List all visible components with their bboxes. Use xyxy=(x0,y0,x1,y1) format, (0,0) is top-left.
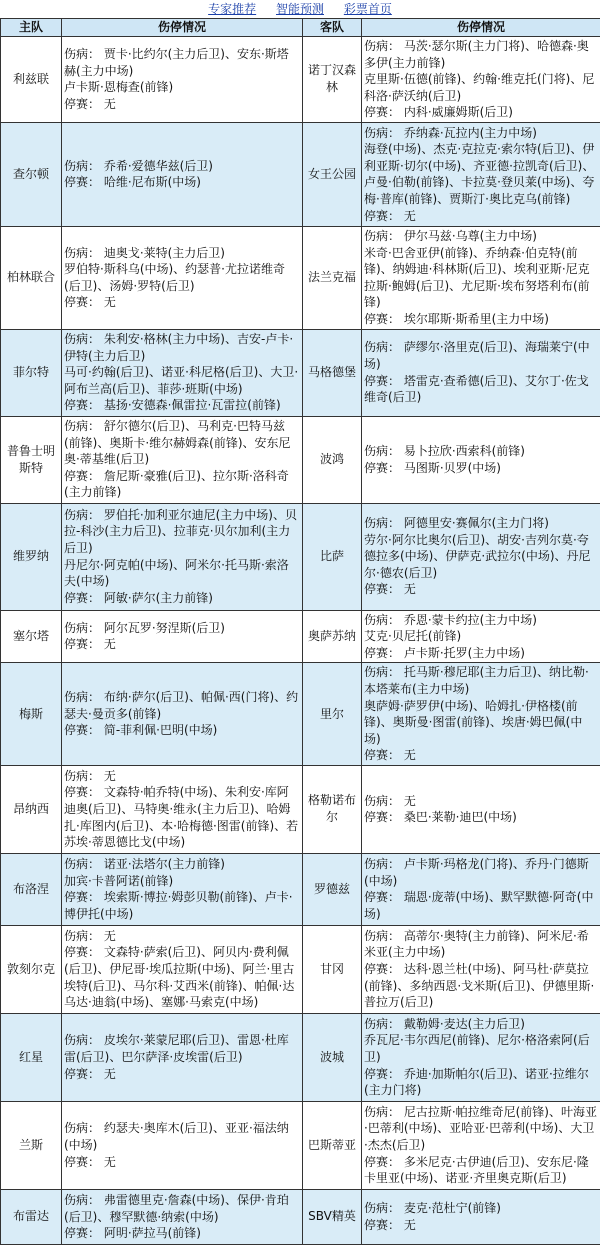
away-team: 巴斯蒂亚 xyxy=(303,1101,362,1189)
injury-line: 停赛： 埃尔耶斯·斯希里(主力中场) xyxy=(364,311,598,328)
away-injury-cell xyxy=(362,37,600,123)
injury-line: 伤病： 马茨·瑟尔斯(主力门将)、哈德森·奥多伊(主力前锋) xyxy=(364,38,598,71)
injury-line: 伤病： 阿尔瓦罗·努涅斯(后卫) xyxy=(64,620,300,637)
injury-line: 伤病： 无 xyxy=(64,928,300,945)
injury-line: 艾克·贝尼托(前锋) xyxy=(364,628,598,645)
home-team: 布雷达 xyxy=(1,1189,62,1244)
away-team: 马格德堡 xyxy=(303,329,362,416)
injury-line: 伤病： 无 xyxy=(64,768,300,785)
injury-line: 伤病： 托马斯·穆尼耶(主力后卫)、纳比勒·本塔莱布(主力中场) xyxy=(364,664,598,697)
injury-line: 伤病： 无 xyxy=(364,793,598,810)
table-row xyxy=(1,765,600,853)
table-row xyxy=(1,1101,600,1189)
away-team: SBV精英 xyxy=(303,1189,362,1244)
injury-line: 停赛： 无 xyxy=(64,96,300,113)
header-home-injury: 伤停情况 xyxy=(62,19,303,37)
home-team: 利兹联 xyxy=(1,37,62,123)
injury-line: 停赛： 内科·威廉姆斯(后卫) xyxy=(364,104,598,121)
away-injury-cell xyxy=(362,663,600,766)
home-injury-cell xyxy=(62,663,303,766)
injury-line: 劳尔·阿尔比奥尔(后卫)、胡安·吉列尔莫·夸德拉多(中场)、伊萨克·武拉尔(中场)、丹尼尔·德农(后卫) xyxy=(364,532,598,582)
away-injury-cell xyxy=(362,329,600,416)
home-team: 敦刻尔克 xyxy=(1,925,62,1013)
home-injury-cell xyxy=(62,765,303,853)
injury-line: 伤病： 乔纳森·瓦拉内(主力中场) xyxy=(364,125,598,142)
home-team: 查尔顿 xyxy=(1,122,62,226)
home-injury-cell xyxy=(62,122,303,226)
injury-line: 停赛： 无 xyxy=(64,294,300,311)
home-team: 红星 xyxy=(1,1013,62,1101)
home-injury-cell xyxy=(62,925,303,1013)
home-injury-cell xyxy=(62,37,303,123)
injury-line: 克里斯·伍德(前锋)、约翰·维克托(门将)、尼科洛·萨沃纳(后卫) xyxy=(364,71,598,104)
top-nav xyxy=(0,0,600,18)
injury-line: 停赛： 瑞恩·庞蒂(中场)、默罕默德·阿奇(中场) xyxy=(364,889,598,922)
injury-line: 卢卡斯·恩梅查(前锋) xyxy=(64,79,300,96)
injury-line: 停赛： 无 xyxy=(64,636,300,653)
injury-line: 伤病： 约瑟夫·奥库木(后卫)、亚亚·福法纳(中场) xyxy=(64,1120,300,1153)
home-injury-cell xyxy=(62,416,303,503)
nav-link-prediction[interactable]: 智能预测 xyxy=(276,2,324,16)
home-team: 维罗纳 xyxy=(1,503,62,610)
injury-line: 停赛： 埃索斯·博拉·姆彭贝勒(前锋)、卢卡·博伊托(中场) xyxy=(64,889,300,922)
home-team: 昂纳西 xyxy=(1,765,62,853)
injury-line: 停赛： 无 xyxy=(64,1154,300,1171)
injury-line: 停赛： 詹尼斯·豪雅(后卫)、拉尔斯·洛科奇(主力前锋) xyxy=(64,468,300,501)
injury-line: 停赛： 卢卡斯·托罗(主力中场) xyxy=(364,645,598,662)
away-team: 甘冈 xyxy=(303,925,362,1013)
table-row xyxy=(1,663,600,766)
away-team: 女王公园 xyxy=(303,122,362,226)
away-injury-cell xyxy=(362,853,600,925)
away-injury-cell xyxy=(362,925,600,1013)
home-team: 柏林联合 xyxy=(1,226,62,329)
injury-line: 伤病： 阿德里安·赛佩尔(主力门将) xyxy=(364,515,598,532)
injury-line: 伤病： 卢卡斯·玛格龙(门将)、乔丹·门德斯(中场) xyxy=(364,856,598,889)
table-row xyxy=(1,503,600,610)
injury-line: 伤病： 诺亚·法塔尔(主力前锋) xyxy=(64,856,300,873)
injury-line: 停赛： 阿明·萨拉马(前锋) xyxy=(64,1225,300,1242)
injury-line: 停赛： 阿敏·萨尔(主力前锋) xyxy=(64,590,300,607)
away-team: 诺丁汉森林 xyxy=(303,37,362,123)
away-injury-cell xyxy=(362,610,600,663)
injury-line: 伤病： 高蒂尔·奥特(主力前锋)、阿米尼·希米亚(主力中场) xyxy=(364,928,598,961)
table-row xyxy=(1,853,600,925)
table-row xyxy=(1,226,600,329)
home-team: 布洛涅 xyxy=(1,853,62,925)
away-team: 比萨 xyxy=(303,503,362,610)
injury-line: 伤病： 贾卡·比约尔(主力后卫)、安东·斯塔赫(主力中场) xyxy=(64,46,300,79)
home-injury-cell xyxy=(62,853,303,925)
away-team: 波鸿 xyxy=(303,416,362,503)
table-row xyxy=(1,1013,600,1101)
home-injury-cell xyxy=(62,329,303,416)
home-team: 普鲁士明斯特 xyxy=(1,416,62,503)
home-injury-cell xyxy=(62,610,303,663)
injury-line: 伤病： 布纳·萨尔(后卫)、帕佩·西(门将)、约瑟夫·曼贡多(前锋) xyxy=(64,689,300,722)
away-injury-cell xyxy=(362,122,600,226)
injury-line: 伤病： 戴勒姆·麦达(主力后卫) xyxy=(364,1016,598,1033)
away-injury-cell xyxy=(362,416,600,503)
injury-line: 停赛： 简-菲利佩·巴明(中场) xyxy=(64,722,300,739)
away-injury-cell xyxy=(362,765,600,853)
away-team: 法兰克福 xyxy=(303,226,362,329)
injury-line: 停赛： 马图斯·贝罗(中场) xyxy=(364,460,598,477)
table-row xyxy=(1,416,600,503)
injury-line: 加宾·卡普阿诺(前锋) xyxy=(64,873,300,890)
injury-table xyxy=(0,18,600,1245)
home-injury-cell xyxy=(62,226,303,329)
away-team: 奥萨苏纳 xyxy=(303,610,362,663)
nav-link-expert[interactable]: 专家推荐 xyxy=(208,2,256,16)
header-away: 客队 xyxy=(303,19,362,37)
injury-line: 停赛： 塔雷克·查希德(后卫)、艾尔丁·佐戈维奇(后卫) xyxy=(364,373,598,406)
home-injury-cell xyxy=(62,1101,303,1189)
injury-line: 停赛： 乔迪·加斯帕尔(后卫)、诺亚·拉维尔(主力门将) xyxy=(364,1066,598,1099)
table-header xyxy=(1,19,600,37)
injury-line: 伤病： 罗伯托·加利亚尔迪尼(主力中场)、贝拉-科沙(主力后卫)、拉菲克·贝尔加利(主力后卫) xyxy=(64,507,300,557)
home-injury-cell xyxy=(62,1013,303,1101)
table-row xyxy=(1,1189,600,1244)
injury-line: 罗伯特·斯科乌(中场)、约瑟普·尤拉诺维奇(后卫)、汤姆·罗特(后卫) xyxy=(64,261,300,294)
home-team: 塞尔塔 xyxy=(1,610,62,663)
table-row xyxy=(1,925,600,1013)
injury-line: 伤病： 乔希·爱德华兹(后卫) xyxy=(64,158,300,175)
injury-line: 伤病： 弗雷德里克·詹森(中场)、保伊·肯珀(后卫)、穆罕默德·纳索(中场) xyxy=(64,1192,300,1225)
away-injury-cell xyxy=(362,1013,600,1101)
home-team: 菲尔特 xyxy=(1,329,62,416)
injury-line: 伤病： 伊尔马兹·乌尊(主力中场) xyxy=(364,228,598,245)
injury-line: 停赛： 文森特·萨索(后卫)、阿贝内·费利佩(后卫)、伊尼哥·埃瓜拉斯(中场)、阿兰·里古埃特(后卫)、马尔科·艾西米(前锋)、帕佩·达乌达·迪翁(中场)、塞娜·马索克(中场) xyxy=(64,944,300,1010)
home-injury-cell xyxy=(62,503,303,610)
injury-line: 停赛： 无 xyxy=(364,581,598,598)
injury-line: 马可·约翰(后卫)、诺亚·科尼格(后卫)、大卫·阿布兰高(后卫)、菲莎·班斯(中场) xyxy=(64,364,300,397)
injury-line: 伤病： 麦克·范杜宁(前锋) xyxy=(364,1200,598,1217)
away-injury-cell xyxy=(362,226,600,329)
injury-line: 乔瓦尼·韦尔西尼(前锋)、尼尔·格洛索阿(后卫) xyxy=(364,1032,598,1065)
away-injury-cell xyxy=(362,503,600,610)
header-away-injury: 伤停情况 xyxy=(362,19,600,37)
injury-line: 停赛： 无 xyxy=(364,1217,598,1234)
injury-line: 停赛： 无 xyxy=(64,1066,300,1083)
injury-line: 停赛： 达科·恩兰杜(中场)、阿马杜·萨莫拉(前锋)、多纳西恩·戈米斯(后卫)、伊德里斯·普拉万(后卫) xyxy=(364,961,598,1011)
injury-line: 伤病： 舒尔德尔(后卫)、马利克·巴特马兹(前锋)、奥斯卡·维尔赫姆森(前锋)、安东尼奥·蒂基维(后卫) xyxy=(64,418,300,468)
injury-line: 丹尼尔·阿克帕(中场)、阿米尔·托马斯·索洛夫(中场) xyxy=(64,557,300,590)
away-team: 格勒诺布尔 xyxy=(303,765,362,853)
injury-line: 停赛： 无 xyxy=(364,747,598,764)
away-injury-cell xyxy=(362,1101,600,1189)
injury-line: 伤病： 尼古拉斯·帕拉维奇尼(前锋)、叶海亚·巴蒂利(中场)、亚哈亚·巴蒂利(中场)、大卫·杰杰(后卫) xyxy=(364,1104,598,1154)
injury-line: 伤病： 朱利安·格林(主力中场)、吉安-卢卡·伊特(主力后卫) xyxy=(64,331,300,364)
injury-line: 海登(中场)、杰克·克拉克·索尔特(后卫)、伊利亚斯·切尔(中场)、齐亚德·拉凯奇(后卫)、卢曼·伯勒(前锋)、卡拉莫·登贝莱(中场)、夸梅·普库(前锋)、贾斯汀·奥比克乌(前锋) xyxy=(364,141,598,207)
home-team: 梅斯 xyxy=(1,663,62,766)
injury-line: 伤病： 萨缪尔·洛里克(后卫)、海瑞莱宁(中场) xyxy=(364,339,598,372)
table-body xyxy=(1,37,600,1245)
injury-line: 伤病： 皮埃尔·莱蒙尼耶(后卫)、雷恩·杜库雷(后卫)、巴尔萨泽·皮埃雷(后卫) xyxy=(64,1032,300,1065)
injury-line: 奥萨姆·萨罗伊(中场)、哈姆扎·伊格楼(前锋)、奥斯曼·图雷(前锋)、埃唐·姆巴佩(中场) xyxy=(364,698,598,748)
away-team: 罗德兹 xyxy=(303,853,362,925)
table-row xyxy=(1,610,600,663)
table-row xyxy=(1,122,600,226)
home-injury-cell xyxy=(62,1189,303,1244)
injury-line: 停赛： 文森特·帕乔特(中场)、朱利安·库阿迪奥(后卫)、马特奥·维永(主力后卫)、哈姆扎·库图内(后卫)、本·哈梅德·图雷(前锋)、若苏埃·蒂恩德比戈(中场) xyxy=(64,784,300,850)
table-row xyxy=(1,37,600,123)
home-team: 兰斯 xyxy=(1,1101,62,1189)
injury-line: 伤病： 易卜拉欣·西索科(前锋) xyxy=(364,443,598,460)
injury-line: 停赛： 基扬·安德森·佩雷拉·瓦雷拉(前锋) xyxy=(64,397,300,414)
injury-line: 伤病： 迪奥戈·莱特(主力后卫) xyxy=(64,245,300,262)
header-home: 主队 xyxy=(1,19,62,37)
injury-line: 停赛： 无 xyxy=(364,208,598,225)
injury-line: 米奇·巴舍亚伊(前锋)、乔纳森·伯克特(前锋)、纳姆迪·科林斯(后卫)、埃利亚斯·尼克拉斯·鲍姆(后卫)、尤尼斯·埃布努塔利布(前锋) xyxy=(364,245,598,311)
away-team: 波城 xyxy=(303,1013,362,1101)
table-row xyxy=(1,329,600,416)
injury-line: 停赛： 桑巴·莱勒·迪巴(中场) xyxy=(364,809,598,826)
away-team: 里尔 xyxy=(303,663,362,766)
injury-line: 停赛： 多米尼克·古伊迪(后卫)、安东尼·隆卡里亚(中场)、诺亚·齐里奥克斯(后卫) xyxy=(364,1154,598,1187)
nav-link-lottery-home[interactable]: 彩票首页 xyxy=(344,2,392,16)
away-injury-cell xyxy=(362,1189,600,1244)
injury-line: 停赛： 哈维·尼布斯(中场) xyxy=(64,174,300,191)
injury-line: 伤病： 乔恩·蒙卡约拉(主力中场) xyxy=(364,612,598,629)
